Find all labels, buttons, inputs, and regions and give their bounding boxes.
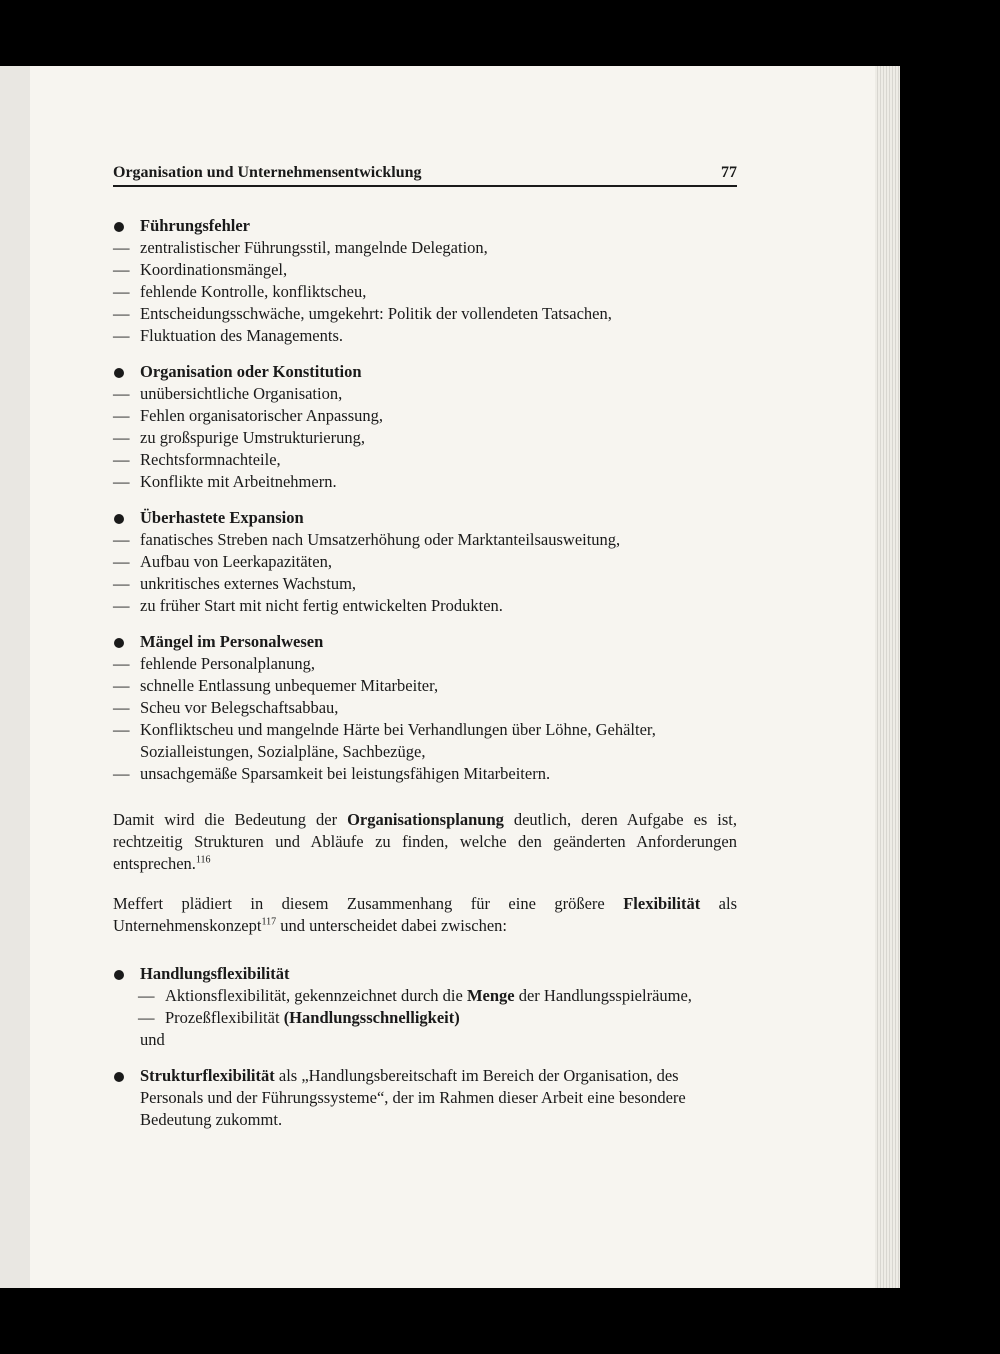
section-personalwesen <box>113 631 737 785</box>
running-header <box>113 164 737 184</box>
connector-text: und <box>140 1030 165 1049</box>
left-page-edge <box>0 66 30 1288</box>
dash-icon: — <box>113 326 130 345</box>
dash-icon: — <box>113 282 130 301</box>
bullet-icon <box>114 514 124 524</box>
paragraph-organisationsplanung: Damit wird die Bedeutung der Organisationsplanung deutlich, deren Aufgabe es ist, rechtzeitig Strukturen und Abläufe zu finden, welche den geänderten Anforderungen entsprechen.$^{116}$ <box>113 810 737 873</box>
list-item: — fehlende Personalplanung, <box>113 654 316 673</box>
dash-icon: — <box>113 574 130 593</box>
section-organisation <box>113 361 737 493</box>
list-item: — zu früher Start mit nicht fertig entwickelten Produkten. <box>113 596 503 615</box>
bullet-icon <box>114 368 124 378</box>
dash-icon: — <box>113 764 130 783</box>
page-body <box>113 215 737 1145</box>
footnote-ref: 117 <box>261 916 277 928</box>
section-fuehrungsfehler <box>113 215 737 347</box>
section-heading: Mängel im Personalwesen <box>140 632 324 651</box>
header-title: Organisation und Unternehmensentwicklung <box>113 164 422 181</box>
dash-icon: — <box>138 986 155 1005</box>
dash-icon: — <box>113 238 130 257</box>
section-heading: Führungsfehler <box>140 216 251 235</box>
section-expansion <box>113 507 737 617</box>
paragraph-flexibilitaet: Meffert plädiert in diesem Zusammenhang für eine größere Flexibilität als Unternehmenskonzept$^{117}$ und unterscheidet dabei zwischen: <box>113 894 737 935</box>
dash-icon: — <box>113 472 130 491</box>
list-item: — Konflikte mit Arbeitnehmern. <box>113 472 337 491</box>
dash-icon: — <box>113 676 130 695</box>
dash-icon: — <box>113 304 130 323</box>
list-item: — zentralistischer Führungsstil, mangelnde Delegation, <box>113 238 488 257</box>
list-item: — schnelle Entlassung unbequemer Mitarbeiter, <box>113 676 439 695</box>
list-item: — Aktionsflexibilität, gekennzeichnet durch die Menge der Handlungsspielräume, <box>138 986 692 1005</box>
dash-icon: — <box>113 552 130 571</box>
list-item: — Rechtsformnachteile, <box>113 450 281 469</box>
list-item: — Prozeßflexibilität (Handlungsschnelligkeit) <box>138 1008 460 1027</box>
dash-icon: — <box>113 654 130 673</box>
bullet-icon <box>114 638 124 648</box>
section-heading: Handlungsflexibilität <box>140 964 290 983</box>
dash-icon: — <box>113 720 130 739</box>
page-stack-edge <box>875 66 900 1288</box>
list-item: — unsachgemäße Sparsamkeit bei leistungsfähigen Mitarbeitern. <box>113 764 551 783</box>
list-item: — fanatisches Streben nach Umsatzerhöhung oder Marktanteilsausweitung, <box>113 530 621 549</box>
list-item: — Konfliktscheu und mangelnde Härte bei Verhandlungen über Löhne, Gehälter, Sozialleistungen, Sozialpläne, Sachbezüge, <box>113 720 656 761</box>
list-item: — Scheu vor Belegschaftsabbau, <box>113 698 339 717</box>
list-item: — fehlende Kontrolle, konfliktscheu, <box>113 282 367 301</box>
bullet-icon <box>114 1072 124 1082</box>
dash-icon: — <box>113 428 130 447</box>
list-item: — Entscheidungsschwäche, umgekehrt: Politik der vollendeten Tatsachen, <box>113 304 612 323</box>
dash-icon: — <box>113 530 130 549</box>
list-item: — zu großspurige Umstrukturierung, <box>113 428 365 447</box>
footnote-ref: 116 <box>195 854 211 866</box>
section-heading: Organisation oder Konstitution <box>140 362 362 381</box>
bullet-icon <box>114 970 124 980</box>
dash-icon: — <box>113 596 130 615</box>
bullet-icon <box>114 222 124 232</box>
list-item: — unkritisches externes Wachstum, <box>113 574 357 593</box>
dash-icon: — <box>113 450 130 469</box>
list-item: — Koordinationsmängel, <box>113 260 288 279</box>
section-strukturflexibilitaet: Strukturflexibilität als „Handlungsbereitschaft im Bereich der Organisation, des Personals und der Führungssysteme“, der im Rahmen dieser Arbeit eine besondere Bedeutung zukommt. <box>113 1065 737 1131</box>
dash-icon: — <box>113 260 130 279</box>
dash-icon: — <box>113 384 130 403</box>
dash-icon: — <box>138 1008 155 1027</box>
list-item: — Fluktuation des Managements. <box>113 326 344 345</box>
section-handlungsflexibilitaet <box>113 963 737 1051</box>
dash-icon: — <box>113 406 130 425</box>
dash-icon: — <box>113 698 130 717</box>
section-heading: Überhastete Expansion <box>140 508 304 527</box>
list-item: — Aufbau von Leerkapazitäten, <box>113 552 332 571</box>
list-item: — Fehlen organisatorischer Anpassung, <box>113 406 384 425</box>
page-number: 77 <box>721 164 737 181</box>
header-rule <box>113 185 737 187</box>
list-item: — unübersichtliche Organisation, <box>113 384 343 403</box>
